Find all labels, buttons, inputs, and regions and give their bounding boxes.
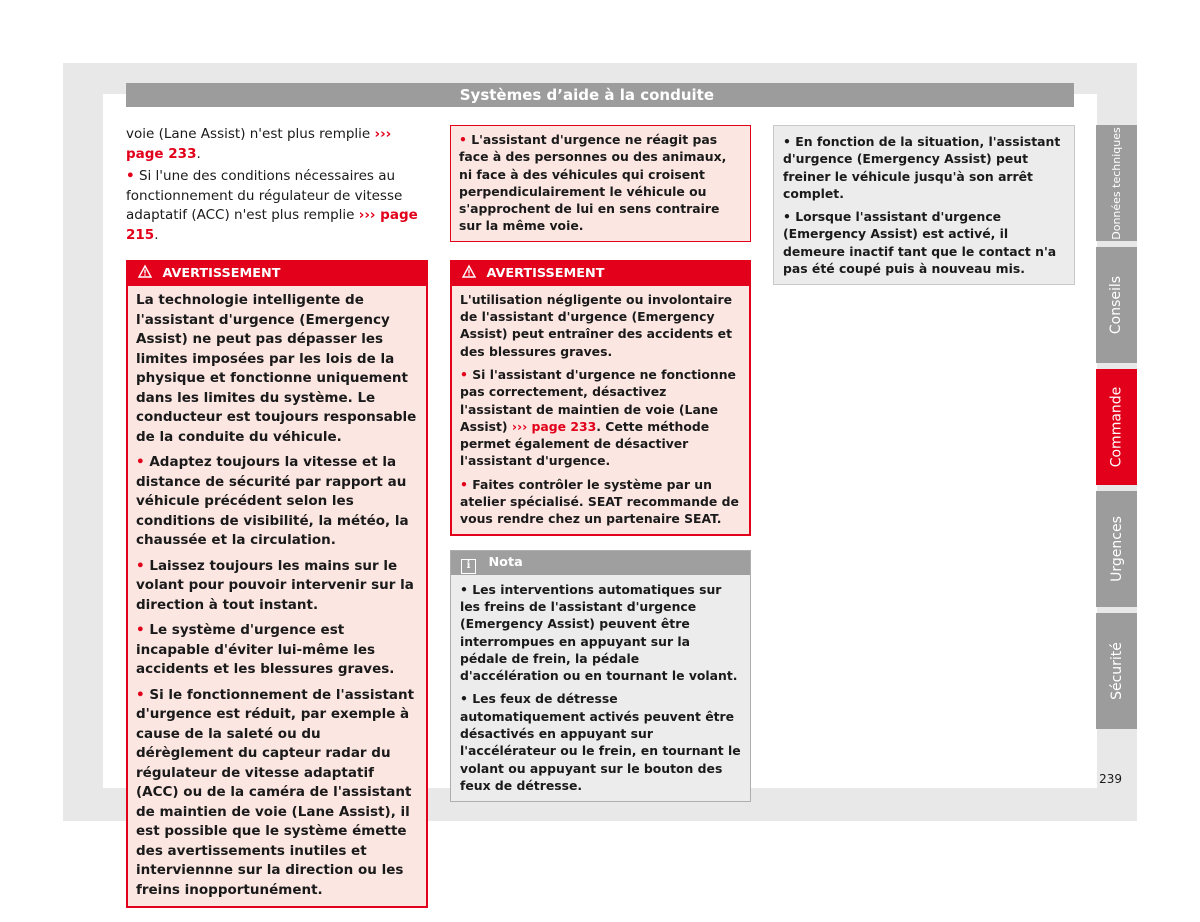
warning-title: AVERTISSEMENT	[486, 265, 605, 281]
warning-box	[450, 260, 751, 536]
warning-header	[452, 262, 749, 286]
note-header	[451, 551, 750, 575]
warning-item: • Si le fonctionnement de l'assistant d'urgence est réduit, par exemple à cause de la saleté ou du dérèglement du capteur radar du régulateur de vitesse adaptatif (ACC) ou de la caméra de l'assistant de maintien de voie (Lane Assist), il est possible que le système émette des avertissements inutiles et interviennne sur la direction ou les freins inopportunément.	[136, 686, 415, 898]
warning-body	[128, 286, 426, 906]
section-header: Systèmes d’aide à la conduite	[126, 83, 1074, 107]
note-item: • Les feux de détresse automatiquement activés peuvent être désactivés en appuyant sur l'accélérateur ou le frein, en tournant le volant ou appuyant sur le bouton des feux de détresse.	[460, 691, 741, 793]
tab-urgences[interactable]: Urgences	[1096, 491, 1137, 607]
warning-item: • Le système d'urgence est incapable d'éviter lui-même les accidents et les blessures graves.	[136, 622, 395, 677]
warning-triangle-icon	[138, 265, 152, 278]
warning-box	[126, 260, 428, 908]
bullet-icon: •	[460, 476, 473, 492]
paragraph: voie (Lane Assist) n'est plus remplie ››› page 233.	[126, 126, 392, 162]
column-1	[126, 125, 428, 922]
warning-item: • Laissez toujours les mains sur le volant pour pouvoir intervenir sur la direction à tout instant.	[136, 557, 414, 613]
warning-intro: La technologie intelligente de l'assistant d'urgence (Emergency Assist) ne peut pas dépasser les limites imposées par les lois de la physique et fonctionne uniquement dans les limites du système. Le conducteur est toujours responsable de la conduite du véhicule.	[136, 292, 417, 445]
warning-item: • Si l'assistant d'urgence ne fonctionne pas correctement, désactivez l'assistant de maintien de voie (Lane Assist) ››› page 233. Cette méthode permet également de désactiver l'assistant d'urgence.	[460, 366, 736, 469]
tab-donnees-techniques[interactable]: Données techniques	[1096, 125, 1137, 241]
bullet-icon: •	[460, 366, 473, 382]
tab-commande[interactable]: Commande	[1096, 369, 1137, 485]
warning-item: • Faites contrôler le système par un atelier spécialisé. SEAT recommande de vous rendre chez un partenaire SEAT.	[460, 476, 739, 527]
note-body	[451, 575, 750, 802]
warning-body	[452, 286, 749, 534]
note-title: Nota	[488, 554, 523, 570]
column-2	[450, 125, 751, 816]
warning-item: • L'assistant d'urgence ne réagit pas face à des personnes ou des animaux, ni face à des véhicules qui croisent perpendiculairement le véhicule ou s'approchent de lui en sens contraire sur la même voie.	[459, 132, 727, 234]
warning-continuation-box	[450, 125, 751, 242]
info-icon: i	[461, 559, 476, 574]
bullet-icon: •	[136, 557, 150, 574]
page-reference-link[interactable]: ››› page 233	[511, 418, 597, 434]
note-continuation-box	[773, 125, 1075, 285]
note-item: • En fonction de la situation, l'assistant d'urgence (Emergency Assist) peut freiner le véhicule jusqu'à son arrêt complet.	[783, 134, 1061, 201]
note-item: • Les interventions automatiques sur les freins de l'assistant d'urgence (Emergency Assist) peuvent être interrompues en appuyant sur la pédale de frein, la pédale d'accélération ou en tournant le volant.	[460, 581, 738, 684]
bullet-icon: •	[136, 454, 150, 470]
warning-header	[128, 262, 426, 286]
bullet-icon: •	[136, 622, 150, 638]
note-item: • Lorsque l'assistant d'urgence (Emergency Assist) est activé, il demeure inactif tant que le contact n'a pas été coupé puis à nouveau mis.	[783, 209, 1057, 277]
bullet-icon: •	[136, 686, 150, 703]
warning-item: • Adaptez toujours la vitesse et la distance de sécurité par rapport au véhicule précédent selon les conditions de visibilité, la météo, la chaussée et la circulation.	[136, 454, 409, 548]
tab-conseils[interactable]: Conseils	[1096, 247, 1137, 363]
bullet-icon: •	[126, 168, 135, 184]
bullet-paragraph: • Si l'une des conditions nécessaires au fonctionnement du régulateur de vitesse adaptatif (ACC) n'est plus remplie ››› page 215.	[126, 168, 418, 243]
warning-intro: L'utilisation négligente ou involontaire de l'assistant d'urgence (Emergency Assist) peut entraîner des accidents et des blessures graves.	[460, 291, 733, 359]
page-number: 239	[1099, 772, 1122, 786]
page-reference-link[interactable]: ››› page 233	[126, 126, 392, 162]
bullet-icon: •	[459, 132, 472, 147]
warning-triangle-icon	[462, 265, 476, 278]
tab-securite[interactable]: Sécurité	[1096, 613, 1137, 729]
note-box	[450, 550, 751, 803]
page-reference-link[interactable]: ››› page 215	[126, 207, 418, 243]
column-3	[773, 125, 1075, 285]
warning-title: AVERTISSEMENT	[162, 266, 281, 281]
